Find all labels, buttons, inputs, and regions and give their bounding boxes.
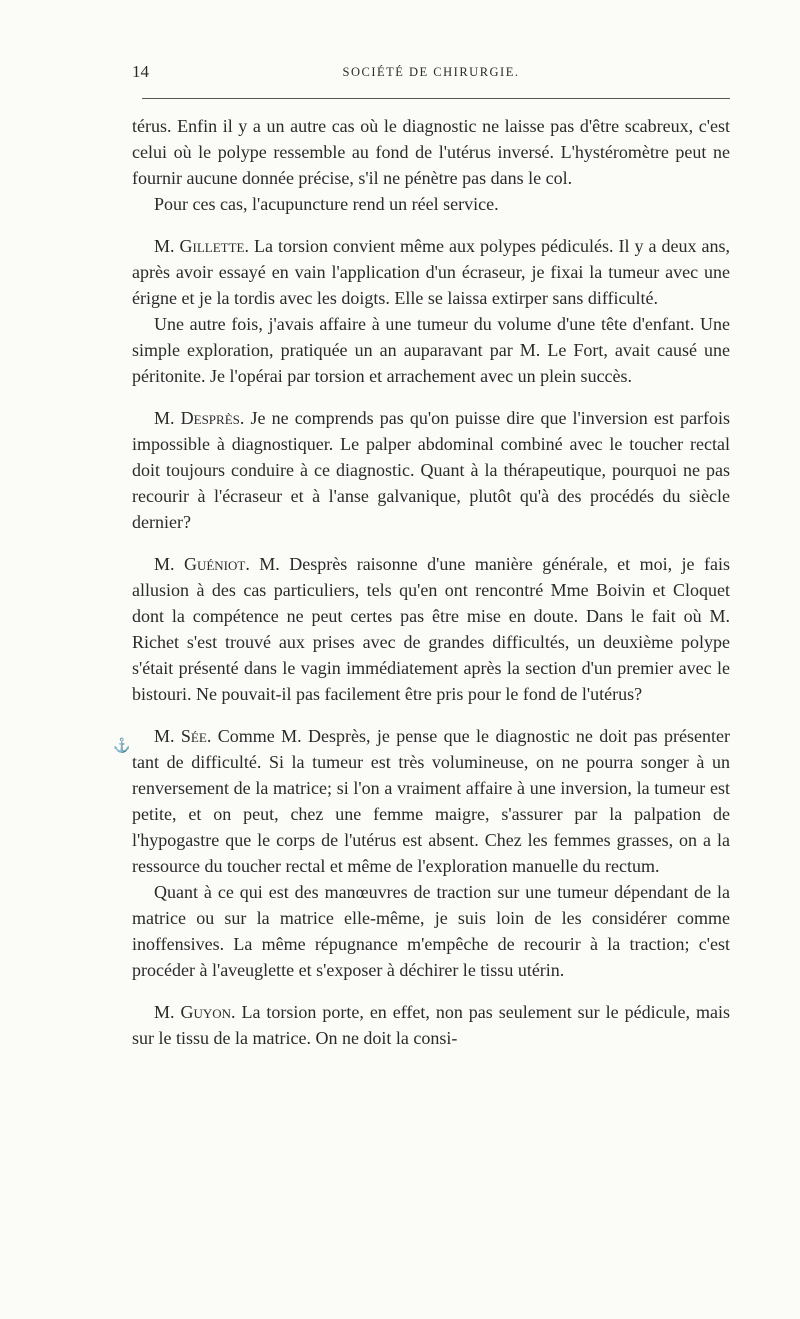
paragraph: Quant à ce qui est des manœuvres de traction sur une tumeur dépendant de la matrice ou sur la matrice elle-même, je suis loin de les considérer comme inoffensives. La même répugnance m'empêche de recourir à la traction; c'est procéder à l'aveuglette et s'exposer à déchirer le tissu utérin. [132,882,730,980]
speaker-prefix: M. [154,408,181,428]
speaker-prefix: M. [154,726,181,746]
paragraph-speaker [132,723,730,879]
running-title: SOCIÉTÉ DE CHIRURGIE. [342,65,520,79]
speaker-prefix: M. [154,554,184,574]
paragraph-text: . Je ne comprends pas qu'on puisse dire que l'inversion est parfois impossible à diagnostiquer. Le palper abdominal combiné avec le toucher rectal doit toujours conduire à ce diagnostic. Quant à la thérapeutique, pourquoi ne pas recourir à l'écraseur et à l'anse galvanique, plutôt qu'à des procédés du siècle dernier? [132,408,730,532]
page [132,62,730,1051]
paragraph-text: . La torsion porte, en effet, non pas seulement sur le pédicule, mais sur le tissu de la matrice. On ne doit la consi- [132,1002,730,1048]
paragraph-speaker [132,233,730,311]
paragraph-text: . Comme M. Desprès, je pense que le diagnostic ne doit pas présenter tant de difficulté. Si la tumeur est très volumineuse, on ne pourra songer à un renversement de la matrice; si l'on a vraiment affaire à une inversion, la tumeur est petite, et on peut, chez une femme maigre, s'assurer par la palpation de l'hypogastre que le corps de l'utérus est absent. Chez les femmes grasses, on a la ressource du toucher rectal et même de l'exploration manuelle du rectum. [132,726,730,876]
speaker-prefix: M. [154,1002,181,1022]
speaker-name: Sée [180,726,207,746]
paragraph: Une autre fois, j'avais affaire à une tumeur du volume d'une tête d'enfant. Une simple exploration, pratiquée un an auparavant par M. Le Fort, avait causé une péritonite. Je l'opérai par torsion et arrachement avec un plein succès. [132,314,730,386]
paragraph-text: . La torsion convient même aux polypes pédiculés. Il y a deux ans, après avoir essayé en vain l'application d'un écraseur, je fixai la tumeur avec une érigne et je la tordis avec les doigts. Elle se laissa extirper sans difficulté. [132,236,730,308]
speaker-name: Guéniot [183,554,246,574]
paragraph: térus. Enfin il y a un autre cas où le diagnostic ne laisse pas d'être scabreux, c'est celui où le polype ressemble au fond de l'utérus inversé. L'hystéromètre peut ne fournir aucune donnée précise, s'il ne pénètre pas dans le col. [132,116,730,188]
paragraph-speaker [132,551,730,707]
paragraph-speaker [132,999,730,1051]
paragraph: Pour ces cas, l'acupuncture rend un réel service. [154,194,499,214]
speaker-prefix: M. [154,236,180,256]
paragraph-speaker [132,405,730,535]
body-text [132,113,730,1051]
page-header [132,62,730,88]
margin-mark: ⚓ [113,739,131,754]
paragraph-text: . M. Desprès raisonne d'une manière générale, et moi, je fais allusion à des cas particuliers, tels qu'en ont rencontré Mme Boivin et Cloquet dont la compétence ne peut certes pas être mise en doute. Dans le fait où M. Richet s'est trouvé aux prises avec de grandes difficultés, un deuxième polype s'était présenté dans le vagin immédiatement après la section d'un premier avec le bistouri. Ne pouvait-il pas facilement être pris pour le fond de l'utérus? [132,554,730,704]
speaker-name: Guyon [180,1002,232,1022]
header-rule [142,98,730,99]
speaker-name: Gillette [179,236,245,256]
page-number: 14 [132,62,149,81]
speaker-name: Desprès [180,408,240,428]
